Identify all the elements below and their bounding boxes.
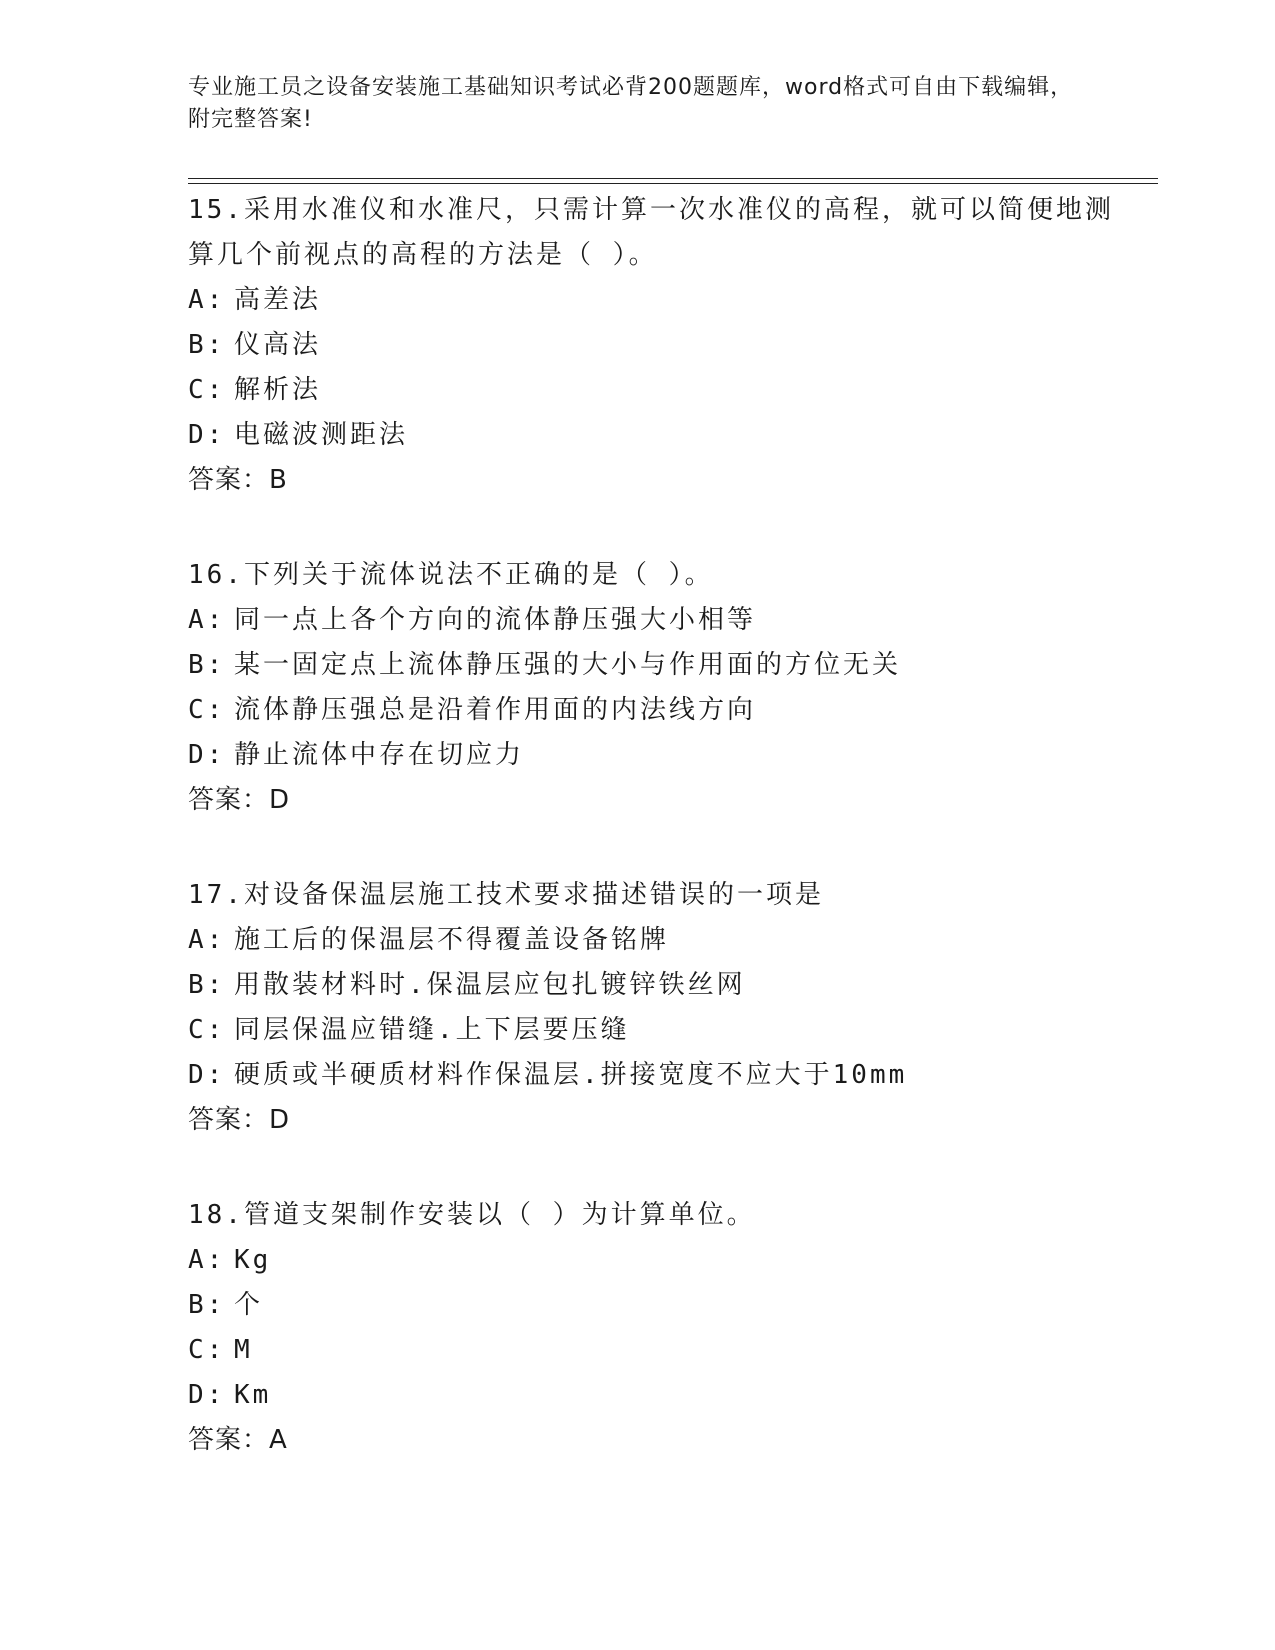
header-divider-top — [188, 178, 1158, 179]
option-d — [188, 1373, 1118, 1418]
option-text: 施工后的保温层不得覆盖设备铭牌 — [234, 925, 670, 955]
option-c — [188, 368, 1118, 413]
option-letter: A: — [188, 1245, 226, 1275]
document-header-title: 专业施工员之设备安装施工基础知识考试必背200题题库，word格式可自由下载编辑，附完整答案! — [188, 75, 1074, 132]
option-d — [188, 1053, 1118, 1098]
option-text: 仪高法 — [234, 330, 322, 360]
option-a — [188, 1238, 1118, 1283]
option-letter: C: — [188, 1335, 226, 1365]
header-divider-bottom — [188, 183, 1158, 184]
answer-line: 答案：A — [188, 1425, 288, 1455]
answer-line: 答案：B — [188, 465, 288, 495]
option-text: 同一点上各个方向的流体静压强大小相等 — [234, 605, 757, 635]
question-stem: 16.下列关于流体说法不正确的是（ ）。 — [188, 560, 714, 590]
question-16 — [188, 553, 1118, 823]
question-stem: 17.对设备保温层施工技术要求描述错误的一项是 — [188, 880, 824, 910]
option-text: 解析法 — [234, 375, 322, 405]
option-b — [188, 643, 1118, 688]
option-letter: A: — [188, 285, 226, 315]
question-18 — [188, 1193, 1118, 1463]
option-a — [188, 278, 1118, 323]
question-15 — [188, 188, 1118, 503]
option-letter: B: — [188, 970, 226, 1000]
answer-line: 答案：D — [188, 785, 291, 815]
option-text: 流体静压强总是沿着作用面的内法线方向 — [234, 695, 757, 725]
question-17 — [188, 873, 1118, 1143]
answer-line: 答案：D — [188, 1105, 291, 1135]
option-b — [188, 323, 1118, 368]
option-letter: C: — [188, 695, 226, 725]
option-letter: D: — [188, 1380, 226, 1410]
option-text: 硬质或半硬质材料作保温层.拼接宽度不应大于10mm — [234, 1060, 908, 1090]
option-letter: C: — [188, 375, 226, 405]
option-a — [188, 598, 1118, 643]
option-d — [188, 733, 1118, 778]
option-text: M — [234, 1335, 253, 1365]
option-a — [188, 918, 1118, 963]
option-letter: A: — [188, 605, 226, 635]
question-stem: 15.采用水准仪和水准尺，只需计算一次水准仪的高程，就可以简便地测算几个前视点的高程的方法是（ ）。 — [188, 195, 1114, 270]
option-b — [188, 1283, 1118, 1328]
option-letter: B: — [188, 650, 226, 680]
option-letter: B: — [188, 330, 226, 360]
option-text: 高差法 — [234, 285, 322, 315]
option-b — [188, 963, 1118, 1008]
option-letter: C: — [188, 1015, 226, 1045]
option-c — [188, 1008, 1118, 1053]
option-letter: D: — [188, 740, 226, 770]
option-letter: D: — [188, 1060, 226, 1090]
option-text: Kg — [234, 1245, 272, 1275]
option-letter: A: — [188, 925, 226, 955]
option-text: 静止流体中存在切应力 — [234, 740, 525, 770]
question-stem: 18.管道支架制作安装以（ ）为计算单位。 — [188, 1200, 756, 1230]
option-d — [188, 413, 1118, 458]
option-c — [188, 1328, 1118, 1373]
option-text: 个 — [234, 1290, 264, 1320]
option-text: Km — [234, 1380, 272, 1410]
option-text: 用散装材料时.保温层应包扎镀锌铁丝网 — [234, 970, 746, 1000]
option-letter: D: — [188, 420, 226, 450]
option-text: 电磁波测距法 — [234, 420, 409, 450]
option-c — [188, 688, 1118, 733]
option-letter: B: — [188, 1290, 226, 1320]
option-text: 同层保温应错缝.上下层要压缝 — [234, 1015, 630, 1045]
option-text: 某一固定点上流体静压强的大小与作用面的方位无关 — [234, 650, 902, 680]
